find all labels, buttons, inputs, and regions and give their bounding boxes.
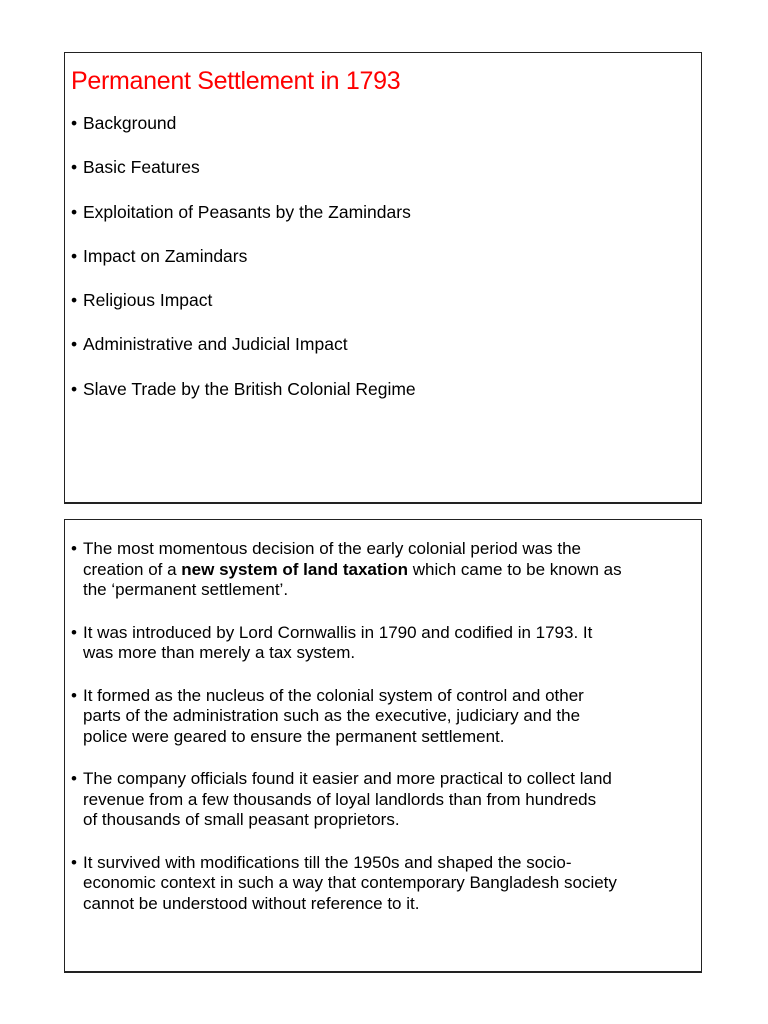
agenda-item-label: Impact on Zamindars — [83, 245, 248, 266]
point-text-line: was more than merely a tax system. — [83, 643, 356, 662]
bullet-icon: • — [71, 113, 78, 133]
bullet-icon: • — [71, 685, 77, 705]
agenda-item-background — [71, 111, 416, 155]
bullet-icon: • — [71, 539, 77, 558]
agenda-item-impact-zamindars — [71, 244, 416, 288]
point-company-officials — [71, 769, 696, 831]
slide-details — [64, 519, 702, 973]
point-cornwallis — [71, 623, 696, 664]
bullet-icon: • — [71, 157, 78, 178]
bullet-icon: • — [71, 769, 77, 788]
agenda-item-slave-trade — [71, 377, 416, 421]
point-text-line: of thousands of small peasant proprietors. — [83, 810, 400, 829]
point-nucleus — [71, 686, 696, 748]
point-text-line: cannot be understood without reference to it. — [83, 893, 420, 913]
agenda-item-religious-impact — [71, 288, 416, 332]
point-momentous-decision — [71, 539, 696, 601]
point-text-segment: creation of a — [83, 559, 182, 579]
point-text-line — [83, 560, 696, 581]
slide-title: Permanent Settlement in 1793 — [71, 67, 401, 95]
point-text-line: It was introduced by Lord Cornwallis in 1790 and codified in 1793. It — [83, 622, 593, 642]
bullet-icon: • — [71, 622, 77, 642]
agenda-item-label: Religious Impact — [83, 290, 213, 311]
point-survived — [71, 853, 696, 915]
point-text-line: The company officials found it easier and more practical to collect land — [83, 769, 612, 788]
point-text-line: revenue from a few thousands of loyal landlords than from hundreds — [83, 789, 597, 809]
point-text-line: It formed as the nucleus of the colonial system of control and other — [83, 685, 584, 705]
bullet-icon: • — [71, 245, 78, 266]
agenda-item-label: Basic Features — [83, 157, 200, 178]
bullet-icon: • — [71, 290, 78, 311]
agenda-item-exploitation — [71, 200, 416, 244]
agenda-item-label: Exploitation of Peasants by the Zamindars — [83, 201, 411, 222]
bullet-icon: • — [71, 852, 77, 872]
point-text-line: police were geared to ensure the permanent settlement. — [83, 726, 505, 746]
point-text-line: the ‘permanent settlement’. — [83, 580, 289, 599]
agenda-list — [71, 111, 416, 421]
point-text-line: economic context in such a way that contemporary Bangladesh society — [83, 873, 617, 892]
point-text-line: It survived with modifications till the 1950s and shaped the socio- — [83, 852, 572, 872]
point-text-segment: which came to be known as — [408, 559, 622, 579]
bullet-icon: • — [71, 334, 78, 355]
point-text-line: parts of the administration such as the executive, judiciary and the — [83, 706, 581, 725]
agenda-item-basic-features — [71, 155, 416, 199]
agenda-item-administrative — [71, 332, 416, 376]
slide-agenda — [64, 52, 702, 504]
agenda-item-label: Background — [83, 113, 177, 133]
point-text-line: The most momentous decision of the early colonial period was the — [83, 539, 581, 558]
bullet-icon: • — [71, 378, 78, 399]
agenda-item-label: Administrative and Judicial Impact — [83, 334, 348, 355]
bold-emphasis: new system of land taxation — [181, 559, 409, 579]
bullet-points — [71, 539, 696, 936]
bullet-icon: • — [71, 201, 78, 222]
agenda-item-label: Slave Trade by the British Colonial Regime — [83, 378, 416, 399]
